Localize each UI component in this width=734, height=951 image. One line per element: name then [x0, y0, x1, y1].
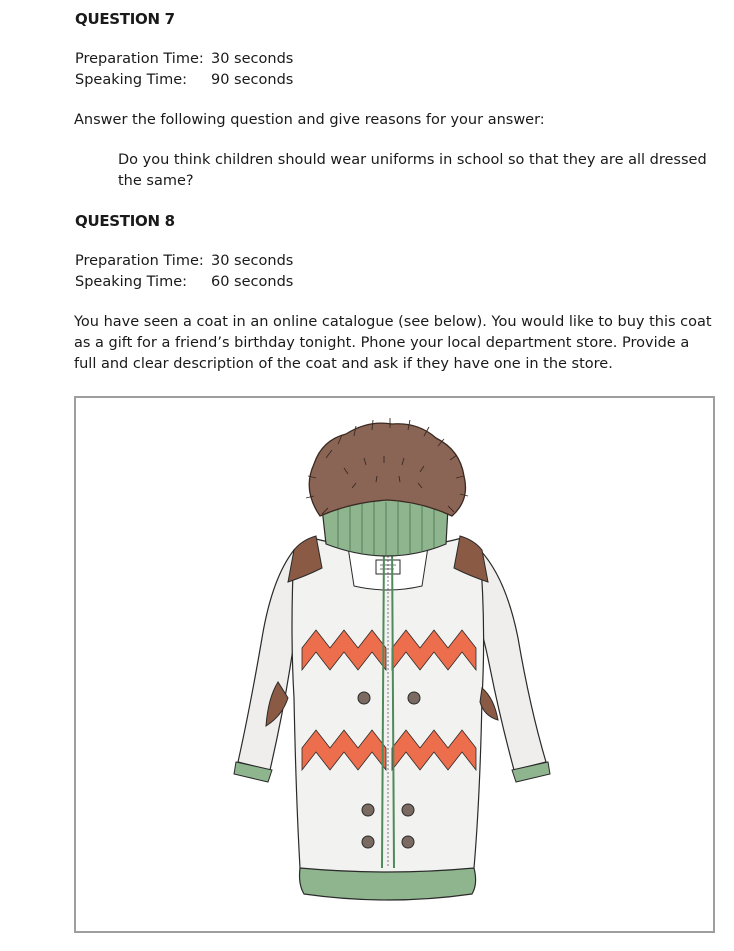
preparation-time-value: 30 seconds	[211, 253, 294, 269]
button-icon	[402, 836, 414, 848]
speaking-time-value: 60 seconds	[211, 274, 294, 290]
question7-speaking-row	[75, 70, 293, 91]
coat-illustration	[76, 398, 713, 931]
button-icon	[402, 804, 414, 816]
button-icon	[408, 692, 420, 704]
speaking-time-label: Speaking Time:	[75, 72, 188, 88]
question8-task: You have seen a coat in an online catalogue (see below). You would like to buy this coat as a gift for a friend’s birthday tonight. Phone your local department store. Provide a full and clear description of the coat and ask if they have one in the store.	[74, 314, 712, 372]
button-icon	[362, 804, 374, 816]
coat-label-tag	[376, 560, 400, 574]
speaking-time-value: 90 seconds	[211, 72, 294, 88]
button-icon	[358, 692, 370, 704]
button-icon	[362, 836, 374, 848]
question7-prompt: Do you think children should wear uniforms in school so that they are all dressed the same?	[118, 152, 707, 189]
preparation-time-label: Preparation Time:	[75, 253, 204, 269]
question8-speaking-row	[75, 272, 293, 293]
preparation-time-label: Preparation Time:	[75, 51, 204, 67]
question7-heading: QUESTION 7	[75, 10, 175, 28]
question8-preparation-row	[75, 251, 293, 272]
question7-instruction: Answer the following question and give reasons for your answer:	[74, 112, 545, 128]
coat-illustration-frame	[74, 396, 715, 933]
speaking-time-label: Speaking Time:	[75, 274, 188, 290]
coat-right-sleeve	[474, 550, 546, 770]
coat-hem-band	[300, 868, 476, 900]
question8-heading: QUESTION 8	[75, 212, 175, 230]
question7-preparation-row	[75, 49, 293, 70]
preparation-time-value: 30 seconds	[211, 51, 294, 67]
